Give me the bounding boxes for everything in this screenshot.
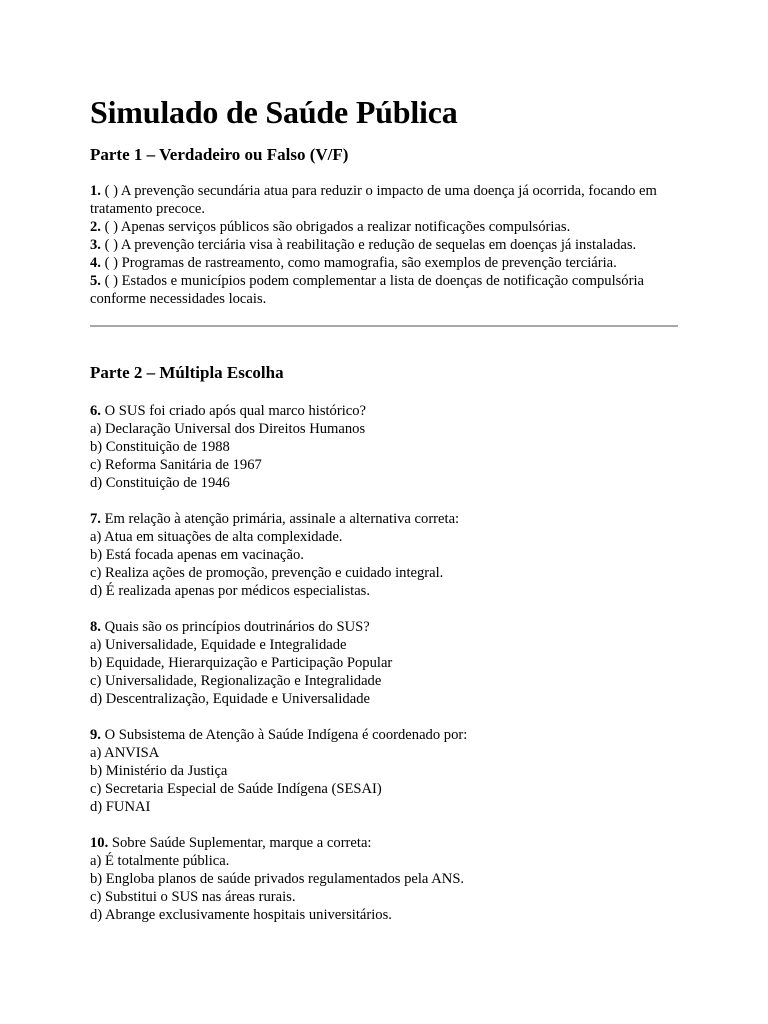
option: d) FUNAI [90, 799, 151, 815]
item-number: 5. [90, 273, 101, 289]
option: a) ANVISA [90, 745, 160, 761]
item-text: ( ) Apenas serviços públicos são obrigados a realizar notificações compulsórias. [100, 219, 571, 235]
option: b) Equidade, Hierarquização e Participação Popular [90, 655, 393, 671]
question-stem [90, 726, 678, 744]
tf-item [90, 182, 678, 218]
question-number: 6. [90, 403, 101, 419]
tf-item [90, 254, 678, 272]
option: a) Atua em situações de alta complexidade. [90, 529, 343, 545]
tf-item [90, 218, 678, 236]
item-number: 4. [90, 255, 101, 271]
part1-items [90, 182, 678, 308]
option: a) Universalidade, Equidade e Integralidade [90, 637, 347, 653]
question-stem [90, 510, 678, 528]
item-number: 3. [90, 237, 101, 253]
option: b) Ministério da Justiça [90, 763, 228, 779]
question-stem [90, 618, 678, 636]
question-6 [90, 402, 678, 492]
question-text: O Subsistema de Atenção à Saúde Indígena é coordenado por: [100, 727, 468, 743]
option: c) Reforma Sanitária de 1967 [90, 457, 262, 473]
page-title: Simulado de Saúde Pública [90, 94, 458, 130]
item-text: ( ) Programas de rastreamento, como mamografia, são exemplos de prevenção terciária. [100, 255, 617, 271]
question-text: Em relação à atenção primária, assinale a alternativa correta: [100, 511, 460, 527]
question-text: Sobre Saúde Suplementar, marque a correta: [108, 835, 372, 851]
option: c) Universalidade, Regionalização e Integralidade [90, 673, 382, 689]
item-text: ( ) A prevenção terciária visa à reabilitação e redução de sequelas em doenças já instaladas. [100, 237, 637, 253]
item-number: 1. [90, 183, 101, 199]
question-9 [90, 726, 678, 816]
tf-item [90, 236, 678, 254]
item-text: ( ) A prevenção secundária atua para reduzir o impacto de uma doença já ocorrida, focando em tratamento precoce. [90, 183, 657, 217]
item-number: 2. [90, 219, 101, 235]
part1-heading: Parte 1 – Verdadeiro ou Falso (V/F) [90, 145, 349, 164]
question-number: 7. [90, 511, 101, 527]
option: b) Engloba planos de saúde privados regulamentados pela ANS. [90, 871, 465, 887]
question-text: O SUS foi criado após qual marco histórico? [100, 403, 367, 419]
part2-heading: Parte 2 – Múltipla Escolha [90, 363, 284, 382]
question-8 [90, 618, 678, 708]
option: c) Secretaria Especial de Saúde Indígena (SESAI) [90, 781, 382, 797]
question-number: 10. [90, 835, 109, 851]
tf-item [90, 272, 678, 308]
question-number: 8. [90, 619, 101, 635]
option: c) Substitui o SUS nas áreas rurais. [90, 889, 296, 905]
question-stem [90, 402, 678, 420]
question-10 [90, 834, 678, 924]
option: c) Realiza ações de promoção, prevenção e cuidado integral. [90, 565, 444, 581]
item-text: ( ) Estados e municípios podem complementar a lista de doenças de notificação compulsória conforme necessidades locais. [90, 273, 644, 307]
option: a) É totalmente pública. [90, 853, 230, 869]
question-stem [90, 834, 678, 852]
question-number: 9. [90, 727, 101, 743]
option: b) Está focada apenas em vacinação. [90, 547, 304, 563]
option: d) É realizada apenas por médicos especialistas. [90, 583, 370, 599]
question-text: Quais são os princípios doutrinários do SUS? [100, 619, 370, 635]
option: b) Constituição de 1988 [90, 439, 230, 455]
option: d) Abrange exclusivamente hospitais universitários. [90, 907, 392, 923]
option: d) Constituição de 1946 [90, 475, 230, 491]
option: a) Declaração Universal dos Direitos Humanos [90, 421, 366, 437]
option: d) Descentralização, Equidade e Universalidade [90, 691, 370, 707]
question-7 [90, 510, 678, 600]
section-divider [90, 325, 678, 327]
